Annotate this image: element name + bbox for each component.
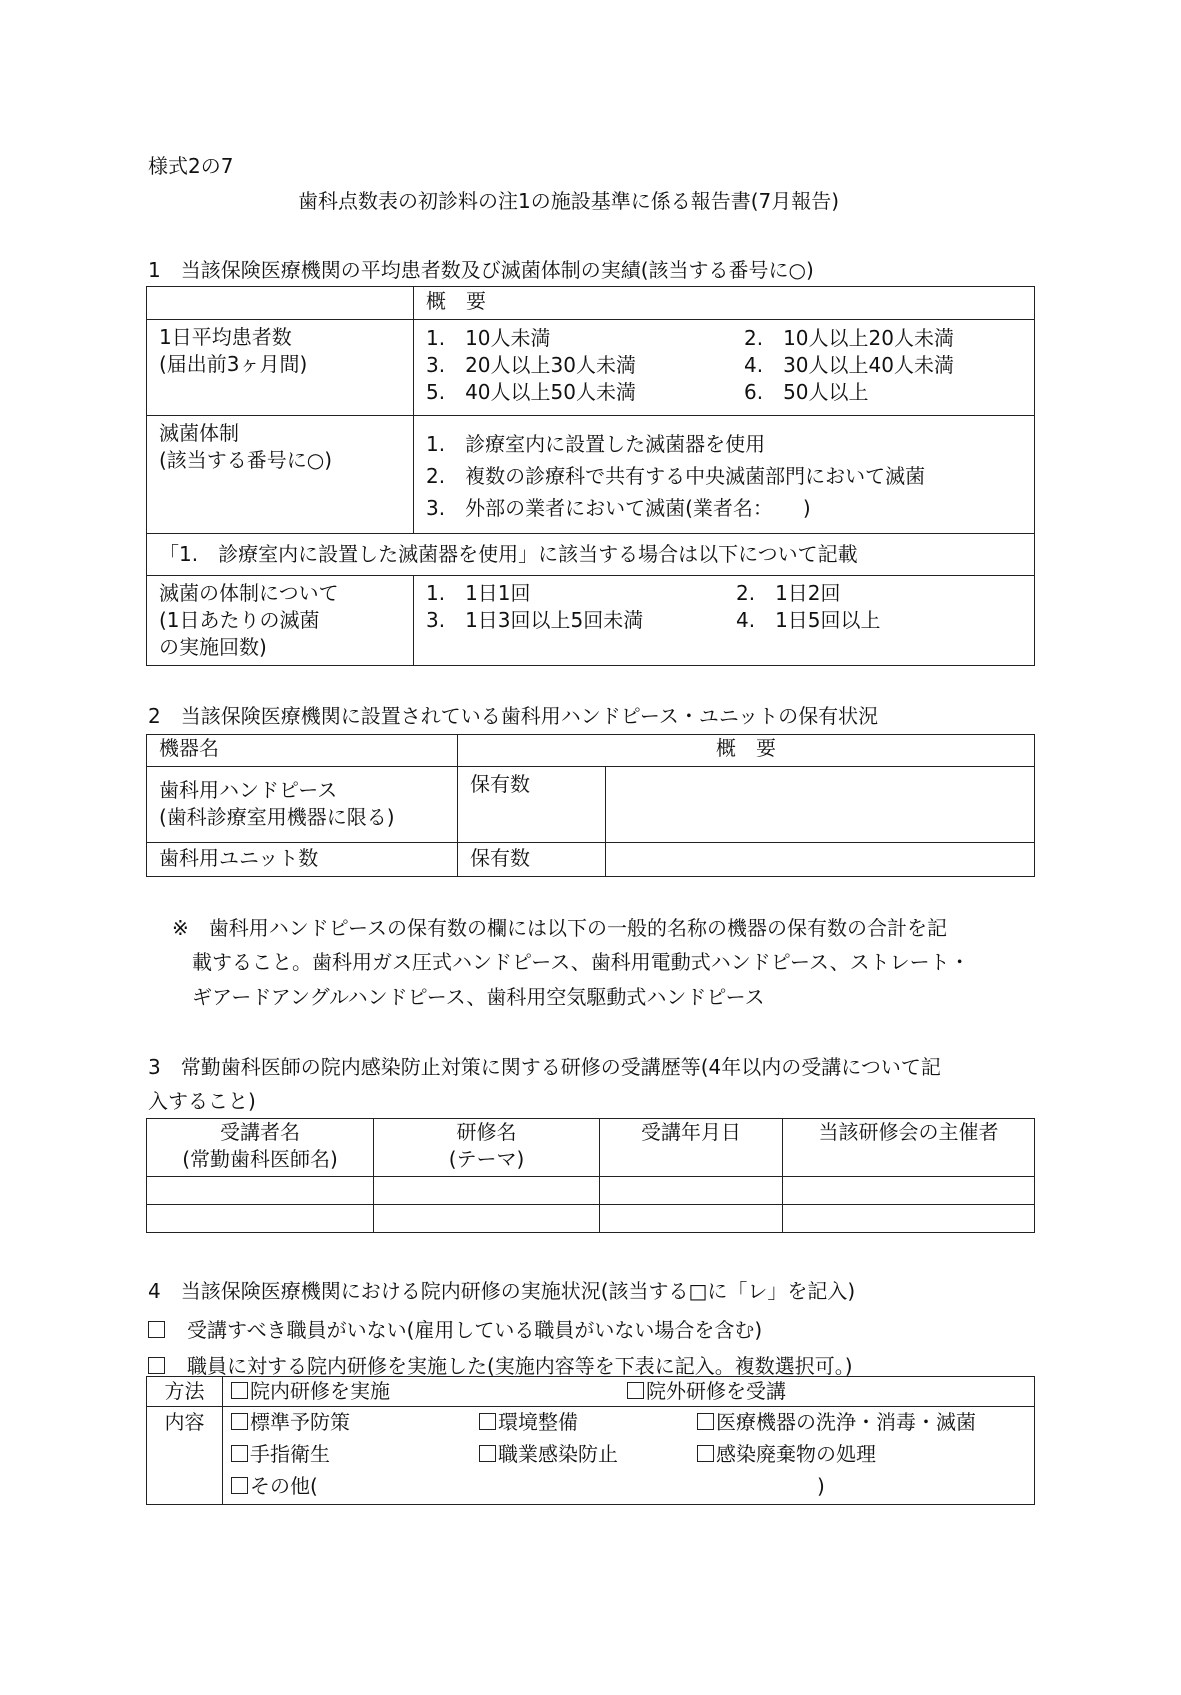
date-cell[interactable]	[600, 1205, 783, 1233]
no-staff-option	[148, 1314, 762, 1343]
method-out-label: 院外研修を受講	[646, 1379, 786, 1403]
sterile-opt-2: 2. 複数の診療科で共有する中央滅菌部門において滅菌	[426, 464, 926, 488]
environment-checkbox[interactable]	[479, 1413, 496, 1430]
note-line-1: ※ 歯科用ハンドピースの保有数の欄には以下の一般的名称の機器の保有数の合計を記	[172, 916, 947, 940]
th-training-name	[374, 1119, 600, 1177]
sterile-opt-3: 3. 外部の業者において滅菌(業者名： )	[426, 496, 811, 520]
patients-opt-2: 2. 10人以上20人未満	[744, 326, 954, 350]
no-staff-label: 受講すべき職員がいない(雇用している職員がいない場合を含む)	[187, 1318, 763, 1342]
s2-col-device: 機器名	[147, 735, 458, 767]
patients-label-cell	[147, 320, 414, 416]
method-in-option	[231, 1378, 390, 1405]
content-options	[223, 1407, 1035, 1505]
patients-opt-5: 5. 40人以上50人未満	[426, 380, 636, 404]
patients-period: (届出前3ヶ月間)	[159, 352, 308, 376]
method-label: 方法	[147, 1377, 223, 1407]
training-cell[interactable]	[374, 1177, 600, 1205]
freq-opt-2: 2. 1日2回	[736, 581, 841, 605]
note-line-2: 載すること。歯科用ガス圧式ハンドピース、歯科用電動式ハンドピース、ストレート・	[192, 950, 970, 974]
patients-opt-4: 4. 30人以上40人未満	[744, 353, 954, 377]
training-history-table	[146, 1118, 1035, 1233]
th-attendee-sub: (常勤歯科医師名)	[182, 1147, 338, 1171]
th-training-sub: (テーマ)	[448, 1147, 525, 1171]
conducted-checkbox[interactable]	[148, 1357, 165, 1374]
th-attendee-label: 受講者名	[220, 1120, 300, 1144]
sterile-label-cell	[147, 416, 414, 534]
table-row	[147, 1177, 1035, 1205]
standard-precautions-label: 標準予防策	[250, 1410, 350, 1434]
freq-label-2: (1日あたりの滅菌	[159, 608, 320, 632]
other-label: その他(	[250, 1474, 318, 1498]
freq-opt-3: 3. 1日3回以上5回未満	[426, 608, 644, 632]
occupational-checkbox[interactable]	[479, 1445, 496, 1462]
method-options	[223, 1377, 1035, 1407]
th-attendee	[147, 1119, 374, 1177]
th-attendance-date: 受講年月日	[600, 1119, 783, 1177]
handpiece-label-cell	[147, 767, 458, 843]
th-organizer: 当該研修会の主催者	[783, 1119, 1035, 1177]
section1-heading: 1 当該保険医療機関の平均患者数及び滅菌体制の実績(該当する番号に○)	[148, 258, 814, 282]
content-label: 内容	[147, 1407, 223, 1505]
handpiece-count-value[interactable]	[606, 767, 1035, 843]
content-hand-hygiene	[231, 1441, 330, 1468]
waste-checkbox[interactable]	[697, 1445, 714, 1462]
method-in-label: 院内研修を実施	[250, 1379, 390, 1403]
conducted-label: 職員に対する院内研修を実施した(実施内容等を下表に記入。複数選択可。)	[187, 1354, 853, 1378]
freq-label: 滅菌の体制について	[159, 581, 339, 605]
section2-table	[146, 734, 1035, 877]
content-other	[231, 1473, 318, 1500]
section4-heading: 4 当該保険医療機関における院内研修の実施状況(該当する□に「レ」を記入)	[148, 1279, 856, 1303]
method-out-option	[627, 1378, 786, 1405]
s1-empty-header	[147, 287, 414, 320]
freq-options	[414, 576, 1035, 666]
patients-opt-3: 3. 20人以上30人未満	[426, 353, 636, 377]
hand-hygiene-checkbox[interactable]	[231, 1445, 248, 1462]
no-staff-checkbox[interactable]	[148, 1321, 165, 1338]
patients-opt-1: 1. 10人未満	[426, 326, 551, 350]
document-title: 歯科点数表の初診料の注1の施設基準に係る報告書(7月報告)	[298, 189, 840, 213]
attendee-cell[interactable]	[147, 1205, 374, 1233]
freq-opt-4: 4. 1日5回以上	[736, 608, 881, 632]
section3-heading: 3 常勤歯科医師の院内感染防止対策に関する研修の受講歴等(4年以内の受講について記	[148, 1055, 941, 1079]
conducted-option	[148, 1350, 853, 1379]
organizer-cell[interactable]	[783, 1177, 1035, 1205]
patients-opt-6: 6. 50人以上	[744, 380, 869, 404]
occupational-label: 職業感染防止	[498, 1442, 618, 1466]
handpiece-label: 歯科用ハンドピース	[159, 778, 338, 802]
hand-hygiene-label: 手指衛生	[250, 1442, 330, 1466]
content-occupational	[479, 1441, 618, 1468]
sterile-options	[414, 416, 1035, 534]
sterilizer-note-row: 「1. 診療室内に設置した滅菌器を使用」に該当する場合は以下について記載	[147, 534, 1035, 576]
table-row	[147, 1205, 1035, 1233]
method-out-checkbox[interactable]	[627, 1382, 644, 1399]
content-waste	[697, 1441, 876, 1468]
handpiece-scope: (歯科診療室用機器に限る)	[159, 805, 395, 829]
training-content-table	[146, 1376, 1035, 1505]
content-environment	[479, 1409, 578, 1436]
note-line-3: ギアードアングルハンドピース、歯科用空気駆動式ハンドピース	[192, 985, 765, 1009]
section3-heading-cont: 入すること)	[148, 1089, 256, 1113]
content-standard-precautions	[231, 1409, 350, 1436]
sterile-label: 滅菌体制	[159, 421, 239, 445]
device-cleaning-label: 医療機器の洗浄・消毒・滅菌	[716, 1410, 976, 1434]
freq-label-cell	[147, 576, 414, 666]
unit-label: 歯科用ユニット数	[147, 843, 458, 877]
section1-table	[146, 286, 1035, 666]
section2-heading: 2 当該保険医療機関に設置されている歯科用ハンドピース・ユニットの保有状況	[148, 704, 879, 728]
other-close-paren: )	[817, 1474, 825, 1498]
s1-col-header: 概 要	[414, 287, 1035, 320]
th-training-label: 研修名	[456, 1120, 517, 1144]
patients-options	[414, 320, 1035, 416]
patients-label: 1日平均患者数	[159, 325, 292, 349]
date-cell[interactable]	[600, 1177, 783, 1205]
s2-col-summary: 概 要	[458, 735, 1035, 767]
handpiece-count-label: 保有数	[458, 767, 606, 843]
method-in-checkbox[interactable]	[231, 1382, 248, 1399]
sterile-opt-1: 1. 診療室内に設置した滅菌器を使用	[426, 432, 766, 456]
form-id: 様式2の7	[148, 154, 234, 178]
device-cleaning-checkbox[interactable]	[697, 1413, 714, 1430]
sterile-instruction: (該当する番号に○)	[159, 448, 333, 472]
freq-opt-1: 1. 1日1回	[426, 581, 531, 605]
environment-label: 環境整備	[498, 1410, 578, 1434]
organizer-cell[interactable]	[783, 1205, 1035, 1233]
standard-precautions-checkbox[interactable]	[231, 1413, 248, 1430]
waste-label: 感染廃棄物の処理	[716, 1442, 876, 1466]
freq-label-3: の実施回数)	[159, 635, 267, 659]
unit-count-label: 保有数	[458, 843, 606, 877]
unit-count-value[interactable]	[606, 843, 1035, 877]
attendee-cell[interactable]	[147, 1177, 374, 1205]
content-device-cleaning	[697, 1409, 976, 1436]
other-checkbox[interactable]	[231, 1477, 248, 1494]
training-cell[interactable]	[374, 1205, 600, 1233]
